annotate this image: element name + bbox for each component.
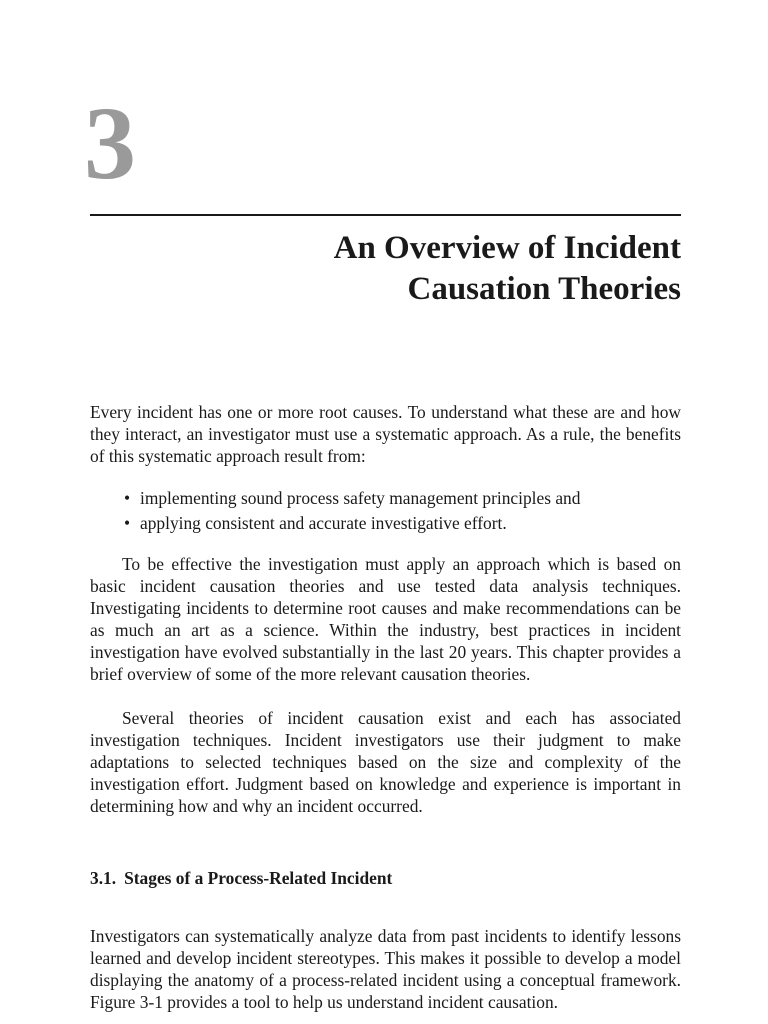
section-paragraph: Investigators can systematically analyze data from past incidents to identify lessons learned and develop incident stereotypes. This makes it possible to develop a model displaying the anatomy of a process-related incident using a conceptual framework. Figure 3-1 provides a tool to help us understand incident causation. (90, 926, 681, 1012)
chapter-title-line1: An Overview of Incident (333, 230, 681, 266)
body-paragraph: To be effective the investigation must apply an approach which is based on basic incident causation theories and use tested data analysis techniques. Investigating incidents to determine root causes and make recommendations can be as much an art as a science. Within the industry, best practices in incident investigation have evolved substantially in the last 20 years. This chapter provides a brief overview of some of the more relevant causation theories. (90, 554, 681, 684)
benefits-list (124, 486, 684, 536)
chapter-number: 3 (84, 86, 136, 201)
list-item: • implementing sound process safety management principles and (124, 486, 684, 511)
section-number: 3.1. (90, 868, 117, 888)
list-item: • applying consistent and accurate investigative effort. (124, 511, 684, 536)
title-rule (90, 214, 681, 216)
chapter-title (121, 228, 681, 310)
section-title: Stages of a Process-Related Incident (124, 868, 393, 888)
section-heading (90, 868, 392, 889)
chapter-title-line2: Causation Theories (407, 271, 681, 307)
body-paragraph: Several theories of incident causation exist and each has associated investigation techniques. Incident investigators use their judgment to make adaptations to selected techniques based on the size and complexity of the investigation effort. Judgment based on knowledge and experience is important in determining how and why an incident occurred. (90, 708, 681, 816)
intro-paragraph: Every incident has one or more root causes. To understand what these are and how they interact, an investigator must use a systematic approach. As a rule, the benefits of this systematic approach result from: (90, 402, 681, 466)
